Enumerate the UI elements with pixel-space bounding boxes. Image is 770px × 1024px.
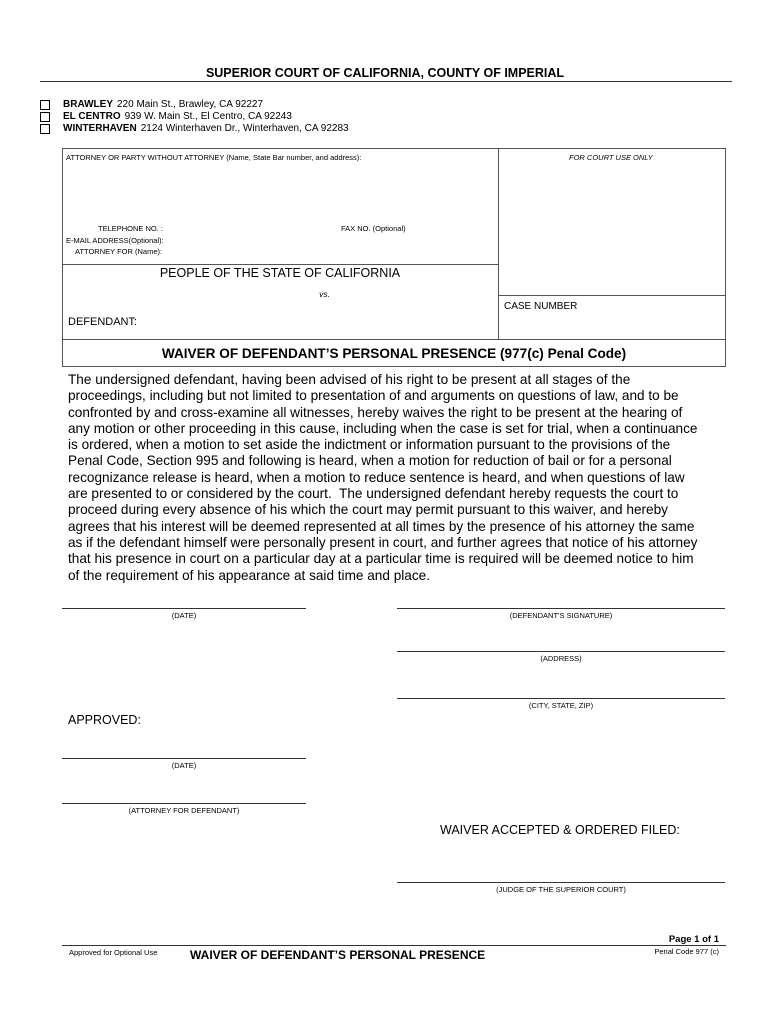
attorney-signature-line[interactable] bbox=[62, 803, 306, 804]
location-address: 220 Main St., Brawley, CA 92227 bbox=[117, 99, 264, 110]
page-number: Page 1 of 1 bbox=[668, 934, 719, 945]
header-rule bbox=[40, 81, 732, 82]
attorney-for-label: ATTORNEY FOR (Name): bbox=[75, 247, 163, 256]
body-line: The undersigned defendant, having been advised of his right to be present at all stages of the bbox=[68, 372, 631, 387]
city-state-zip-line[interactable] bbox=[397, 698, 725, 699]
winterhaven-checkbox[interactable] bbox=[40, 124, 50, 134]
body-line: Penal Code, Section 995 and following is heard, when a motion for reduction of bail or for a personal bbox=[68, 453, 672, 469]
date-label: (DATE) bbox=[171, 611, 197, 620]
defendant-signature-label: (DEFENDANT'S SIGNATURE) bbox=[509, 611, 613, 620]
city-state-zip-label: (CITY, STATE, ZIP) bbox=[528, 701, 594, 710]
attorney-separator bbox=[62, 264, 498, 265]
body-line: are presented to or considered by the court. The undersigned defendant hereby requests the court to bbox=[68, 486, 679, 502]
case-number-label: CASE NUMBER bbox=[504, 301, 578, 312]
footer-rule bbox=[62, 945, 726, 946]
body-line: is ordered, when a motion to set aside the indictment or information pursuant to the provisions of the bbox=[68, 437, 671, 453]
defendant-label: DEFENDANT: bbox=[68, 316, 138, 328]
waiver-accepted-label: WAIVER ACCEPTED & ORDERED FILED: bbox=[440, 823, 680, 837]
date-line[interactable] bbox=[62, 608, 306, 609]
telephone-label: TELEPHONE NO. : bbox=[98, 224, 164, 233]
penal-code-label: Penal Code 977 (c) bbox=[654, 947, 719, 956]
email-label: E-MAIL ADDRESS(Optional): bbox=[66, 236, 164, 245]
body-line: agrees that his interest will be deemed represented at all times by the presence of his attorney the same bbox=[68, 518, 695, 534]
judge-label: (JUDGE OF THE SUPERIOR COURT) bbox=[496, 885, 626, 894]
brawley-checkbox[interactable] bbox=[40, 100, 50, 110]
body-line: proceedings, including but not limited to presentation of and arguments on questions of law, and to be bbox=[68, 388, 679, 404]
caption-bottom-rule bbox=[62, 339, 726, 340]
defendant-signature-line[interactable] bbox=[397, 608, 725, 609]
judge-signature-line[interactable] bbox=[397, 882, 725, 883]
form-title: WAIVER OF DEFENDANT’S PERSONAL PRESENCE (977(c) Penal Code) bbox=[161, 346, 627, 361]
body-line: recognizance release is heard, when a motion to reduce sentence is heard, and when questions of law bbox=[68, 469, 685, 485]
body-line: any motion or other proceeding in this cause, including when the case is set for trial, when a continuance bbox=[68, 420, 698, 436]
footer-title: WAIVER OF DEFENDANT’S PERSONAL PRESENCE bbox=[190, 948, 486, 962]
approved-label: APPROVED: bbox=[68, 713, 141, 727]
address-label: (ADDRESS) bbox=[540, 654, 582, 663]
vs-label: vs. bbox=[319, 289, 330, 299]
fax-label: FAX NO. (Optional) bbox=[341, 224, 406, 233]
el-centro-checkbox[interactable] bbox=[40, 112, 50, 122]
attorney-for-defendant-label: (ATTORNEY FOR DEFENDANT) bbox=[128, 806, 240, 815]
attorney-label: ATTORNEY OR PARTY WITHOUT ATTORNEY (Name, State Bar number, and address): bbox=[66, 153, 362, 162]
location-winterhaven[interactable] bbox=[40, 123, 349, 134]
location-name: EL CENTRO bbox=[63, 111, 121, 122]
body-line: confronted by and cross-examine all witnesses, hereby waives the right to be present at the hearing of bbox=[68, 404, 683, 420]
location-name: BRAWLEY bbox=[63, 99, 113, 110]
plaintiff-name: PEOPLE OF THE STATE OF CALIFORNIA bbox=[159, 266, 401, 280]
approval-date-line[interactable] bbox=[62, 758, 306, 759]
location-name: WINTERHAVEN bbox=[63, 123, 137, 134]
court-use-label: FOR COURT USE ONLY bbox=[569, 153, 653, 162]
body-line: of the requirement of his appearance at said time and place. bbox=[68, 567, 430, 583]
location-brawley[interactable] bbox=[40, 99, 263, 110]
location-el-centro[interactable] bbox=[40, 111, 292, 122]
address-line[interactable] bbox=[397, 651, 725, 652]
caption-box bbox=[62, 148, 726, 367]
location-address: 939 W. Main St., El Centro, CA 92243 bbox=[124, 111, 292, 122]
waiver-body bbox=[68, 372, 730, 584]
body-line: that his presence in court on a particular day at a particular time is required will be deemed notice to him bbox=[68, 551, 694, 567]
approved-use-label: Approved for Optional Use bbox=[69, 948, 158, 957]
body-line: as if the defendant himself were personally present in court, and further agrees that notice of his attorney bbox=[68, 534, 698, 550]
body-line: proceed during every absence of his which the court may permit pursuant to this waiver, and hereby bbox=[68, 502, 668, 518]
court-title: SUPERIOR COURT OF CALIFORNIA, COUNTY OF IMPERIAL bbox=[205, 66, 565, 80]
location-address: 2124 Winterhaven Dr., Winterhaven, CA 92283 bbox=[140, 123, 349, 134]
approval-date-label: (DATE) bbox=[171, 761, 197, 770]
caption-divider bbox=[498, 148, 499, 339]
